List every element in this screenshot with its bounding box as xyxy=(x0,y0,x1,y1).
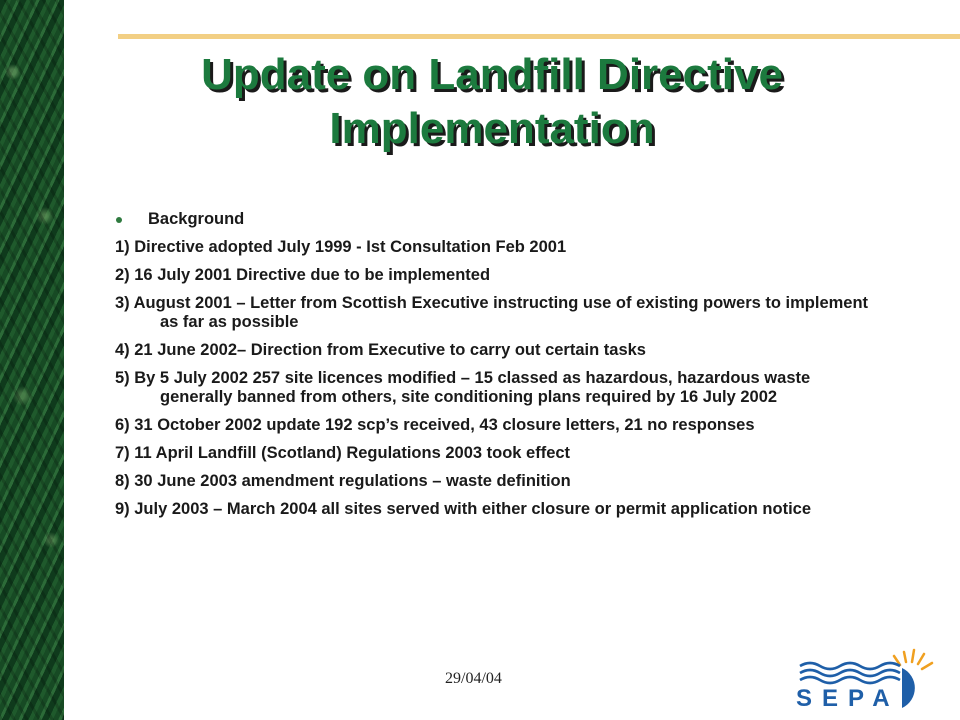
sidebar-texture xyxy=(0,0,64,720)
list-item: 9) July 2003 – March 2004 all sites served with either closure or permit application notice xyxy=(115,500,812,518)
slide-title: Update on Landfill Directive Implementation xyxy=(201,50,783,153)
bullet-dot-icon xyxy=(116,217,122,223)
bullet-background xyxy=(115,210,885,229)
list-item: 3) August 2001 – Letter from Scottish Executive instructing use of existing powers to implement as far as possible xyxy=(115,294,869,331)
top-divider xyxy=(118,34,960,39)
slide-content xyxy=(115,210,885,528)
logo-text: SEPA xyxy=(796,685,900,710)
list-item: 8) 30 June 2003 amendment regulations – waste definition xyxy=(115,472,571,490)
list-item: 2) 16 July 2001 Directive due to be implemented xyxy=(115,266,491,284)
footer-date: 29/04/04 xyxy=(445,670,502,687)
list-item: 5) By 5 July 2002 257 site licences modified – 15 classed as hazardous, hazardous waste generally banned from others, site conditioning plans required by 16 July 2002 xyxy=(115,369,811,406)
list-item: 1) Directive adopted July 1999 - Ist Consultation Feb 2001 xyxy=(115,238,567,256)
bullet-label: Background xyxy=(148,210,245,228)
sepa-logo xyxy=(790,646,936,710)
list-item: 4) 21 June 2002– Direction from Executive to carry out certain tasks xyxy=(115,341,646,359)
list-item: 7) 11 April Landfill (Scotland) Regulations 2003 took effect xyxy=(115,444,571,462)
list-item: 6) 31 October 2002 update 192 scp’s received, 43 closure letters, 21 no responses xyxy=(115,416,755,434)
